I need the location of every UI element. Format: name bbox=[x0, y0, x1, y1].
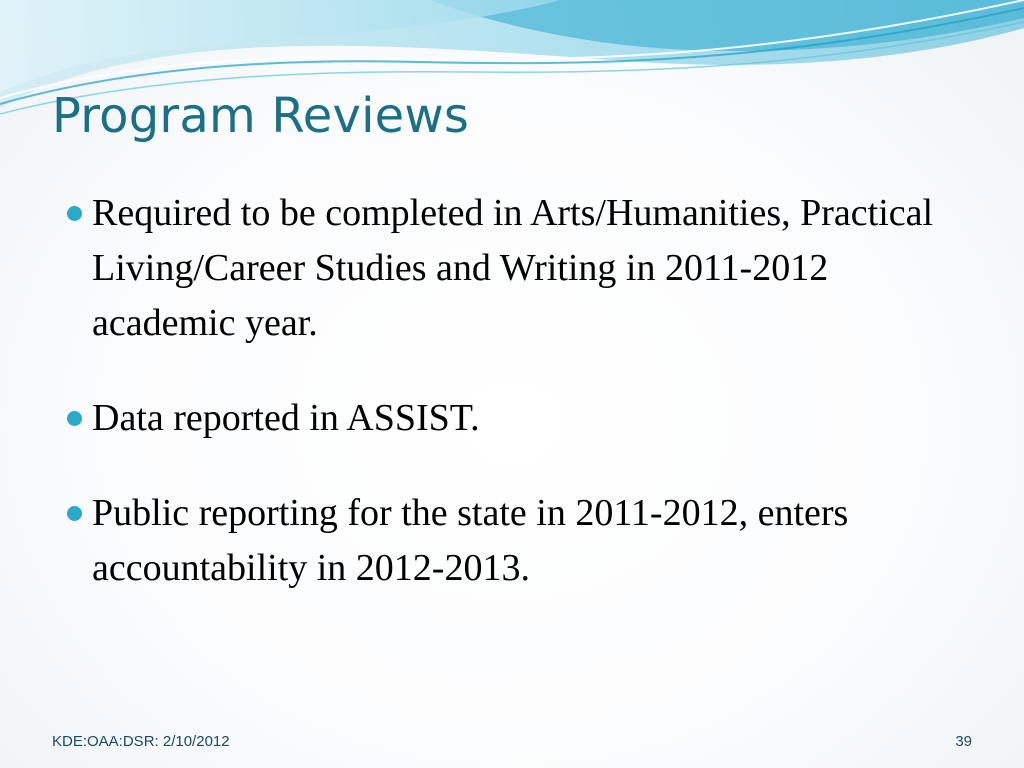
bullet-item bbox=[62, 186, 942, 351]
bullet-text: Public reporting for the state in 2011-2012, enters accountability in 2012-2013. bbox=[92, 492, 849, 589]
bullet-text: Data reported in ASSIST. bbox=[92, 397, 480, 439]
bullet-dot-icon bbox=[67, 206, 82, 221]
bullet-item bbox=[62, 486, 942, 596]
slide-number: 39 bbox=[955, 733, 972, 750]
footer-source-date: KDE:OAA:DSR: 2/10/2012 bbox=[52, 733, 230, 750]
slide-title: Program Reviews bbox=[52, 88, 470, 144]
bullet-text: Required to be completed in Arts/Humanities, Practical Living/Career Studies and Writing in 2011-2012 academic year. bbox=[92, 192, 934, 344]
bullet-dot-icon bbox=[67, 411, 82, 426]
bullet-dot-icon bbox=[67, 506, 82, 521]
bullet-item bbox=[62, 391, 942, 446]
bullet-list bbox=[62, 186, 942, 596]
